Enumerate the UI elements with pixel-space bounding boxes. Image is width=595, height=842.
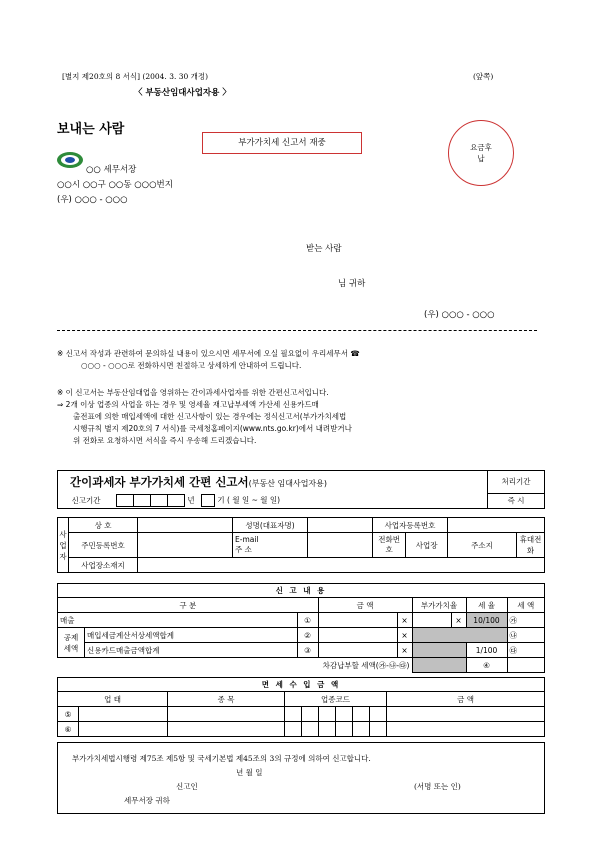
report-row-final [58,658,545,673]
report-header-tax-rate: 세 율 [466,598,507,613]
label-address: 주 소 [235,545,252,554]
declaration-box [57,742,545,814]
notice-contact [57,348,360,372]
report-sales-tax-rate: 10/100 [466,613,507,628]
report-header-value-rate: 부가가치율 [412,598,466,613]
report-header-tax: 세 액 [507,598,545,613]
receiver-honorific: 님 귀하 [338,279,366,289]
exempt-header-type: 업 태 [58,692,168,707]
report-sales-times2: × [451,613,466,628]
report-sales-no: ① [297,613,318,628]
report-final-label: 차감납부할 세액(㉮-㉯-㉰) [58,658,413,673]
report-header-amount: 금 액 [318,598,412,613]
label-site-address: 사업장소재지 [69,558,138,573]
report-invoice-label: 매입세금계산서상세액합계 [85,628,298,643]
report-card-shaded [412,643,466,658]
report-title: 신 고 내 용 [58,584,545,598]
exempt-row-6-no: ⑥ [58,722,79,737]
period-text: 기 ( 월 일 ~ 월 일) [217,495,281,505]
period-row [114,493,488,508]
form-title [58,471,488,494]
report-card-no: ③ [297,643,318,658]
report-card-tax-rate: 1/100 [466,643,507,658]
form-title-suffix: (부동산 임대사업자용) [248,479,327,488]
exempt-row-5-item[interactable] [168,707,285,722]
report-sales-label: 매출 [58,613,298,628]
receiver-postal: (우) ○○○ - ○○○ [424,310,495,320]
report-final-no: ④ [466,658,507,673]
postage-stamp [448,120,514,186]
receiver-label: 받는 사람 [306,244,342,254]
exempt-row-5-code-1[interactable] [285,707,302,722]
sender-address: ○○시 ○○구 ○○동 ○○○번지 [57,180,173,190]
report-invoice-no: ② [297,628,318,643]
label-business-name: 상 호 [69,518,138,533]
label-business-place: 사업장 [406,533,448,558]
report-row-invoice [58,628,545,643]
exempt-row-5-code-5[interactable] [353,707,370,722]
business-info-table [57,517,545,573]
notice-simplified-line1: ※ 이 신고서는 부동산임대업을 영위하는 간이과세사업자를 위한 간편신고서입니다. [57,388,329,397]
exempt-header-code: 업종코드 [285,692,387,707]
report-deduction-group [58,628,85,658]
exempt-row-6-code-2[interactable] [302,722,319,737]
notice-simplified-line4: 시행규칙 별지 제20호의 7 서식)를 국세청홈페이지(www.nts.go.kr)에서 내려받거나 [73,424,352,433]
field-resident-no[interactable] [138,533,233,558]
sender-postal: (우) ○○○ - ○○○ [57,195,128,205]
report-sales-tax [507,613,545,628]
report-sales-value-rate[interactable] [412,613,451,628]
field-name[interactable] [308,518,373,533]
report-sales-amount[interactable] [318,613,397,628]
report-row-sales [58,613,545,628]
resubmission-box: 부가가치세 신고서 재중 [202,132,362,154]
report-card-times: × [397,643,412,658]
report-card-result-mark: ㉰ [509,645,517,655]
label-mobile: 휴대전화 [517,533,545,558]
report-row-card [58,643,545,658]
business-side-label: 사업자 [58,518,69,573]
declaration-addressee: 세무서장 귀하 [124,796,170,805]
notice-contact-line2: ○○○ - ○○○로 전화하시면 친절하고 상세하게 안내하여 드립니다. [81,361,302,370]
field-business-name[interactable] [138,518,233,533]
report-invoice-amount[interactable] [318,628,397,643]
notice-contact-line1: ※ 신고서 작성과 관련하여 문의하실 내용이 있으시면 세무서에 오실 필요없이 우리세무서 ☎ [57,349,360,358]
period-box-1[interactable] [116,494,134,507]
report-final-tax[interactable] [507,658,545,673]
exempt-title: 면 세 수 입 금 액 [58,678,545,692]
label-email: E-mail [235,535,259,544]
period-box-2[interactable] [134,494,151,507]
processing-value: 즉 시 [488,493,545,508]
exempt-row-6-code-3[interactable] [319,722,336,737]
exempt-row-6 [58,722,545,737]
notice-simplified-line3: 출전표에 의한 매입세액에 대한 신고사항이 있는 경우에는 정식신고서(부가가치세법 [73,412,347,421]
form-title-main: 간이과세자 부가가치세 간편 신고서 [70,475,249,489]
exempt-header-amount: 금 액 [387,692,545,707]
sender-office: ○○ 세무서장 [86,165,137,175]
exempt-row-5 [58,707,545,722]
term-box[interactable] [201,494,215,507]
exempt-table [57,677,545,737]
report-invoice-result-mark: ㉯ [509,630,517,640]
exempt-row-6-code-5[interactable] [353,722,370,737]
exempt-row-5-code-2[interactable] [302,707,319,722]
exempt-row-6-code-1[interactable] [285,722,302,737]
exempt-row-6-amount[interactable] [387,722,545,737]
field-email[interactable] [308,533,373,558]
exempt-row-5-code-3[interactable] [319,707,336,722]
report-card-amount[interactable] [318,643,397,658]
tax-office-emblem-icon [57,152,83,168]
label-resident-no: 주민등록번호 [69,533,138,558]
exempt-row-5-code-6[interactable] [370,707,387,722]
field-site-address[interactable] [138,558,545,573]
exempt-row-5-no: ⑤ [58,707,79,722]
page-side: (앞쪽) [473,72,494,81]
form-reference: [별지 제20호의 8 서식] (2004. 3. 30 개정) [62,72,209,81]
exempt-header-item: 종 목 [168,692,285,707]
sender-label: 보내는 사람 [57,122,125,137]
label-phone: 전화번호 [373,533,406,558]
notice-simplified-line2: ⇒ 2개 이상 업종의 사업을 하는 경우 및 영세율 재고납부세액 가산세 신용카드매 [57,400,319,409]
period-label: 신고기간 [58,493,115,508]
exempt-row-6-type[interactable] [79,722,168,737]
report-invoice-shaded [412,628,507,643]
postage-line1: 요금후 [470,143,492,152]
declaration-date: 년 월 일 [236,768,263,777]
exempt-row-5-code-4[interactable] [336,707,353,722]
notice-simplified-line5: 위 전화로 요청하시면 서식을 즉시 우송해 드리겠습니다. [73,436,257,445]
exempt-row-6-code-6[interactable] [370,722,387,737]
report-table [57,583,545,673]
report-invoice-tax [507,628,545,643]
field-reg-no[interactable] [448,518,545,533]
year-label: 년 [187,495,195,505]
report-header-category: 구 분 [58,598,319,613]
report-sales-result-mark: ㉮ [509,615,517,625]
report-deduction-group-line1: 공제 [63,632,79,642]
label-email-address [233,533,308,558]
processing-label: 처리기간 [488,471,545,494]
form-subtitle: 〈 부동산임대사업자용 〉 [134,88,231,98]
exempt-row-6-code-4[interactable] [336,722,353,737]
form-header-table [57,470,545,509]
label-name: 성명(대표자명) [233,518,308,533]
declaration-filer: 신고인 [176,782,198,791]
declaration-sign: (서명 또는 인) [414,782,461,791]
cut-line [57,330,537,331]
exempt-row-6-item[interactable] [168,722,285,737]
report-deduction-group-line2: 세액 [63,643,79,653]
report-final-shaded [412,658,466,673]
label-reg-no: 사업자등록번호 [373,518,448,533]
declaration-statement: 부가가치세법시행령 제75조 제5항 및 국세기본법 제45조의 3의 규정에 의하여 신고합니다. [72,754,371,763]
exempt-row-5-type[interactable] [79,707,168,722]
period-box-3[interactable] [151,494,168,507]
notice-simplified [57,387,352,447]
period-box-4[interactable] [168,494,185,507]
label-home: 주소지 [448,533,517,558]
postage-line2: 납 [477,154,485,163]
report-sales-times1: × [397,613,412,628]
report-card-tax [507,643,545,658]
report-card-label: 신용카드매출금액합계 [85,643,298,658]
report-invoice-times: × [397,628,412,643]
exempt-row-5-amount[interactable] [387,707,545,722]
